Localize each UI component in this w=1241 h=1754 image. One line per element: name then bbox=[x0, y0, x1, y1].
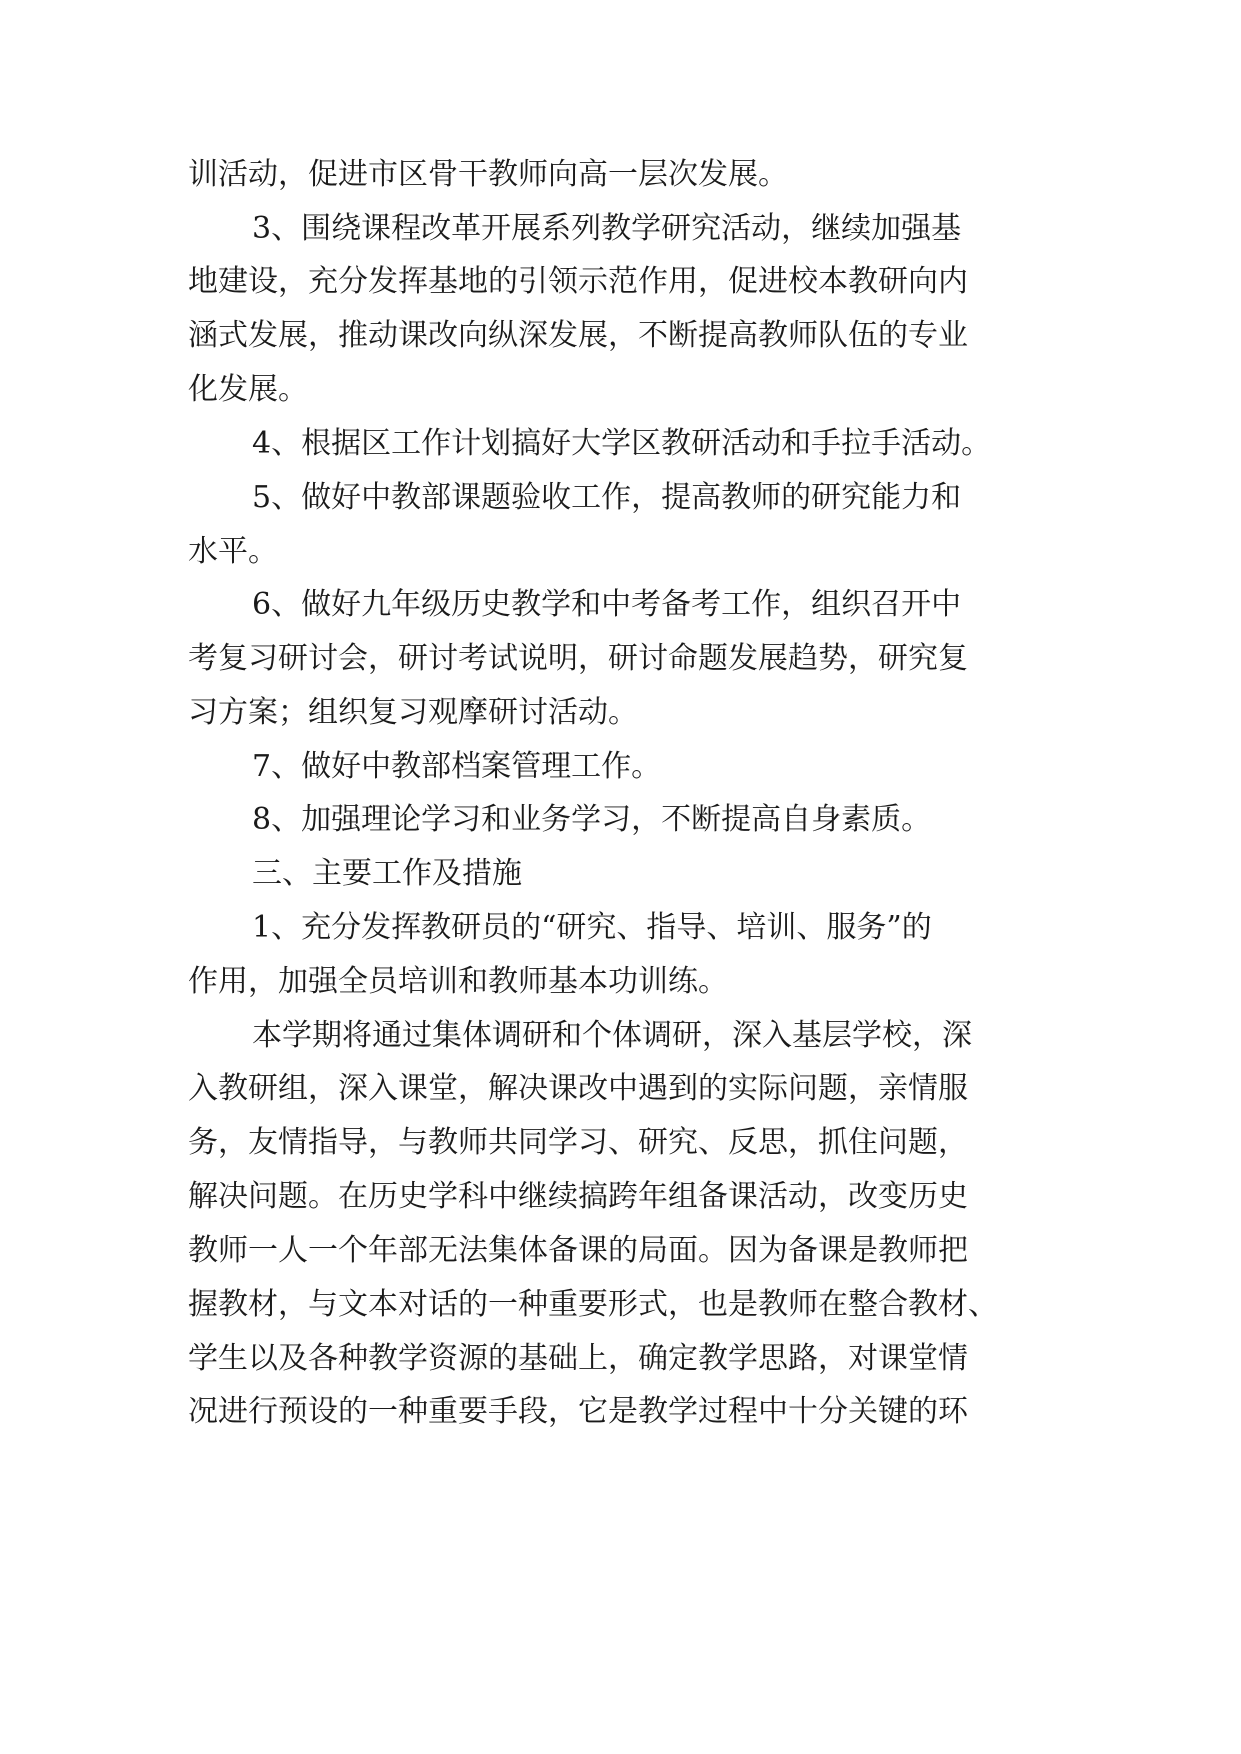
text-line: 况进行预设的一种重要手段，它是教学过程中十分关键的环 bbox=[188, 1394, 968, 1429]
text-line: 1、充分发挥教研员的“研究、指导、培训、服务”的 bbox=[252, 910, 932, 945]
text-line: 解决问题。在历史学科中继续搞跨年组备课活动，改变历史 bbox=[188, 1179, 968, 1214]
text-line: 考复习研讨会，研讨考试说明，研讨命题发展趋势，研究复 bbox=[188, 641, 968, 676]
text-line: 水平。 bbox=[188, 534, 278, 569]
text-line: 务，友情指导，与教师共同学习、研究、反思，抓住问题， bbox=[188, 1125, 968, 1160]
text-line: 7、做好中教部档案管理工作。 bbox=[252, 749, 662, 784]
text-line: 4、根据区工作计划搞好大学区教研活动和手拉手活动。 bbox=[252, 426, 992, 461]
text-line: 入教研组，深入课堂，解决课改中遇到的实际问题，亲情服 bbox=[188, 1071, 968, 1106]
text-line: 教师一人一个年部无法集体备课的局面。因为备课是教师把 bbox=[188, 1233, 968, 1268]
text-line: 3、围绕课程改革开展系列教学研究活动，继续加强基 bbox=[252, 211, 962, 246]
text-line: 习方案；组织复习观摩研讨活动。 bbox=[188, 695, 638, 730]
section-heading: 三、主要工作及措施 bbox=[252, 856, 522, 891]
text-line: 5、做好中教部课题验收工作，提高教师的研究能力和 bbox=[252, 480, 962, 515]
text-line: 握教材，与文本对话的一种重要形式，也是教师在整合教材、 bbox=[188, 1287, 998, 1322]
text-line: 学生以及各种教学资源的基础上，确定教学思路，对课堂情 bbox=[188, 1341, 968, 1376]
text-line: 本学期将通过集体调研和个体调研，深入基层学校，深 bbox=[252, 1018, 972, 1053]
text-line: 化发展。 bbox=[188, 372, 308, 407]
text-line: 地建设，充分发挥基地的引领示范作用，促进校本教研向内 bbox=[188, 264, 968, 299]
text-line: 6、做好九年级历史教学和中考备考工作，组织召开中 bbox=[252, 587, 962, 622]
text-line: 8、加强理论学习和业务学习，不断提高自身素质。 bbox=[252, 802, 932, 837]
text-line: 作用，加强全员培训和教师基本功训练。 bbox=[188, 964, 728, 999]
text-line: 涵式发展，推动课改向纵深发展，不断提高教师队伍的专业 bbox=[188, 318, 968, 353]
text-line: 训活动，促进市区骨干教师向高一层次发展。 bbox=[188, 157, 788, 192]
